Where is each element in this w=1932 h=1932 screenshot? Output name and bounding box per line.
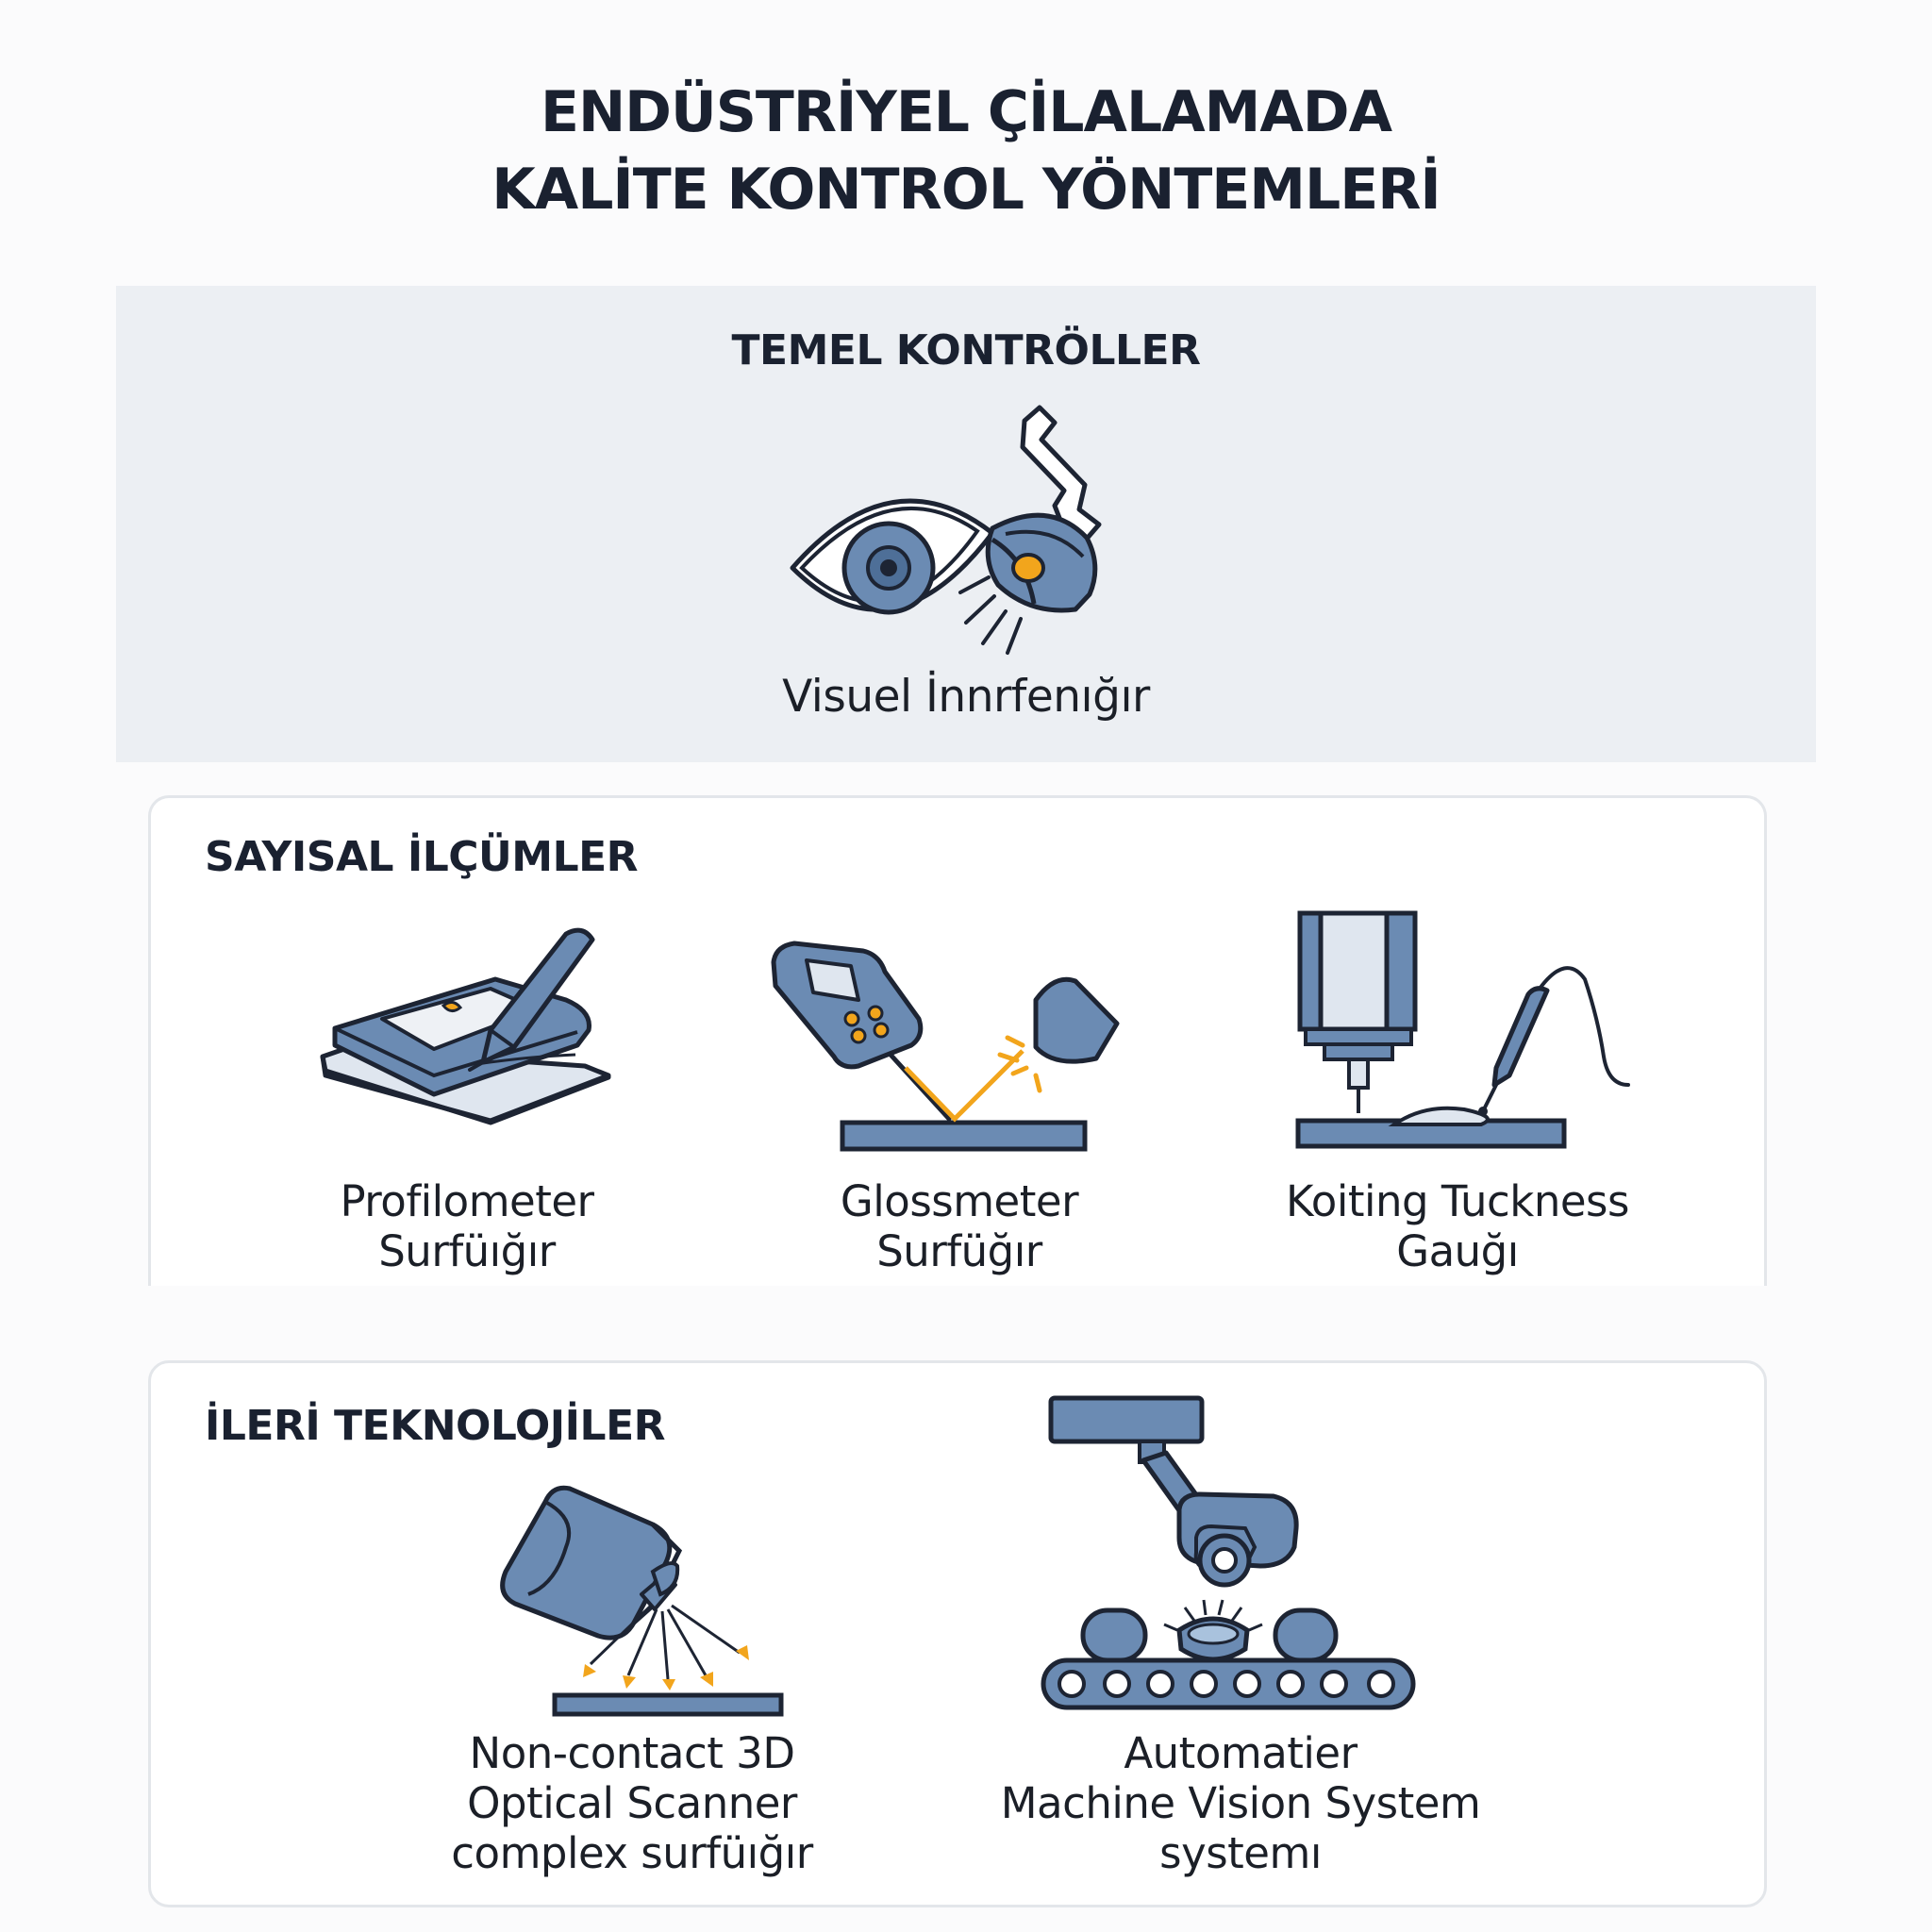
page-title-line-1: ENDÜSTRİYEL ÇİLALAMADA (540, 79, 1392, 145)
temel-kontroller-heading: TEMEL KONTRÖLLER (731, 326, 1201, 375)
machine-vision-icon (1038, 1391, 1424, 1722)
profilometer-label-line-2: Surfüığır (378, 1226, 556, 1276)
thickness-gauge-label (1236, 1176, 1679, 1276)
profilometer-label (292, 1176, 641, 1276)
machine-vision-label (976, 1728, 1505, 1878)
optical-scanner-label (396, 1728, 868, 1878)
optical-scanner-label-line-3: complex surfüığır (451, 1828, 813, 1878)
glossmeter-label (785, 1176, 1134, 1276)
page-title-line-2: KALİTE KONTROL YÖNTEMLERİ (491, 157, 1441, 223)
profilometer-label-line-1: Profilometer (340, 1176, 594, 1226)
optical-scanner-label-line-2: Optical Scanner (467, 1778, 797, 1828)
thickness-gauge-label-line-1: Koiting Tuckness (1286, 1176, 1629, 1226)
machine-vision-label-line-2: Machine Vision System (1000, 1778, 1481, 1828)
optical-scanner-label-line-1: Non-contact 3D (469, 1728, 795, 1778)
eye-lamp-icon (783, 396, 1123, 660)
sayisal-olcumler-heading: SAYISAL İLÇÜMLER (205, 833, 639, 881)
glossmeter-icon (764, 939, 1123, 1156)
machine-vision-label-line-3: systemı (1159, 1828, 1322, 1878)
machine-vision-label-line-1: Automatier (1124, 1728, 1357, 1778)
ileri-teknolojiler-heading: İLERİ TEKNOLOJİLER (205, 1402, 666, 1450)
profilometer-icon (311, 920, 623, 1127)
glossmeter-label-line-2: Surfüğır (876, 1226, 1042, 1276)
glossmeter-label-line-1: Glossmeter (840, 1176, 1079, 1226)
thickness-gauge-label-line-2: Gauğı (1396, 1226, 1519, 1276)
optical-scanner-icon (495, 1481, 797, 1726)
thickness-gauge-icon (1292, 910, 1632, 1156)
visual-inspection-label: Visuel İnnrfenığır (782, 671, 1150, 723)
